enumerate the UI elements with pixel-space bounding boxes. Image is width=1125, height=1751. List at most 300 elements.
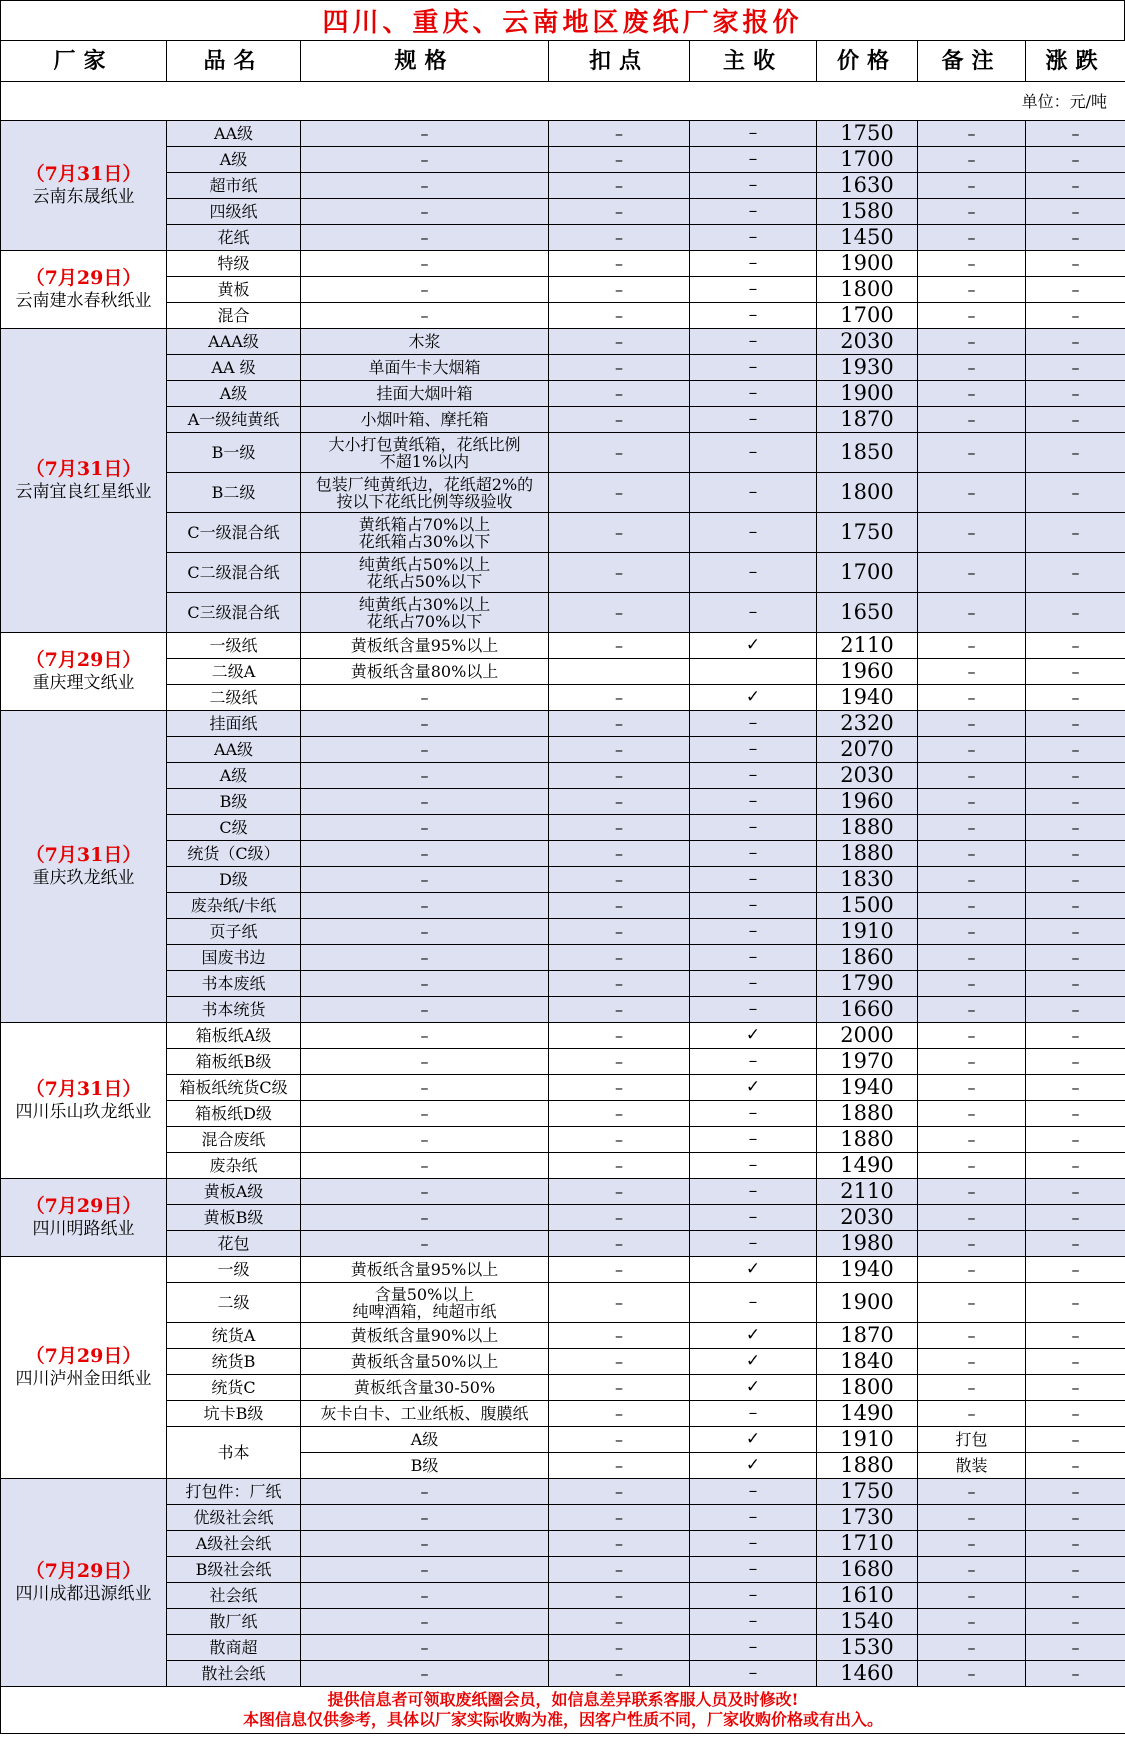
table-row — [1, 1375, 1125, 1401]
factory-name: 四川成都迅源纸业 — [15, 1583, 152, 1604]
price-cell: 1840 — [817, 1349, 918, 1375]
table-row — [1, 789, 1125, 815]
header-product: 品名 — [167, 41, 301, 82]
change-cell: – — [1026, 1023, 1125, 1049]
deduct-cell: – — [549, 1557, 690, 1583]
spec-cell: – — [301, 815, 549, 841]
main-collect-cell: – — [690, 1635, 817, 1661]
spec-cell: – — [301, 303, 549, 329]
deduct-cell — [549, 659, 690, 685]
deduct-cell: – — [549, 303, 690, 329]
table-row — [1, 867, 1125, 893]
factory-cell — [1, 1179, 167, 1257]
note-cell: – — [918, 815, 1026, 841]
price-cell: 1800 — [817, 1375, 918, 1401]
spec-cell: 单面牛卡大烟箱 — [301, 355, 549, 381]
spec-cell: – — [301, 841, 549, 867]
table-row — [1, 1609, 1125, 1635]
factory-cell — [1, 633, 167, 711]
note-cell: – — [918, 173, 1026, 199]
main-collect-cell: ✓ — [690, 685, 817, 711]
spec-cell: – — [301, 251, 549, 277]
change-cell: – — [1026, 1075, 1125, 1101]
price-cell: 1880 — [817, 1453, 918, 1479]
main-collect-cell: ✓ — [690, 1427, 817, 1453]
product-cell: 社会纸 — [167, 1583, 301, 1609]
note-cell: – — [918, 763, 1026, 789]
main-collect-cell: – — [690, 1231, 817, 1257]
note-cell: – — [918, 1583, 1026, 1609]
change-cell: – — [1026, 789, 1125, 815]
product-cell: 散厂纸 — [167, 1609, 301, 1635]
price-cell: 1490 — [817, 1153, 918, 1179]
main-collect-cell: – — [690, 1505, 817, 1531]
price-cell: 2110 — [817, 1179, 918, 1205]
product-cell: 花包 — [167, 1231, 301, 1257]
spec-cell: – — [301, 1205, 549, 1231]
table-row — [1, 997, 1125, 1023]
price-cell: 1940 — [817, 685, 918, 711]
spec-cell: B级 — [301, 1453, 549, 1479]
table-row — [1, 945, 1125, 971]
main-collect-cell: – — [690, 737, 817, 763]
deduct-cell: – — [549, 893, 690, 919]
spec-cell: – — [301, 1635, 549, 1661]
note-cell: – — [918, 1205, 1026, 1231]
product-cell: AA级 — [167, 737, 301, 763]
note-cell: – — [918, 329, 1026, 355]
spec-cell: – — [301, 199, 549, 225]
change-cell: – — [1026, 763, 1125, 789]
product-cell: B二级 — [167, 473, 301, 513]
table-row — [1, 1257, 1125, 1283]
factory-name: 云南东晟纸业 — [32, 186, 135, 207]
main-collect-cell — [690, 659, 817, 685]
note-cell: – — [918, 1049, 1026, 1075]
price-cell: 1790 — [817, 971, 918, 997]
spec-cell: – — [301, 1479, 549, 1505]
price-cell: 1860 — [817, 945, 918, 971]
main-collect-cell: – — [690, 303, 817, 329]
table-row — [1, 1323, 1125, 1349]
spec-cell: 包装厂纯黄纸边，花纸超2%的 按以下花纸比例等级验收 — [301, 473, 549, 513]
table-row — [1, 593, 1125, 633]
price-cell: 1750 — [817, 121, 918, 147]
factory-cell — [1, 1023, 167, 1179]
product-cell: A级社会纸 — [167, 1531, 301, 1557]
price-cell: 1910 — [817, 1427, 918, 1453]
deduct-cell: – — [549, 1257, 690, 1283]
deduct-cell: – — [549, 711, 690, 737]
price-cell: 1500 — [817, 893, 918, 919]
price-cell: 1880 — [817, 841, 918, 867]
spec-cell: – — [301, 1557, 549, 1583]
change-cell: – — [1026, 867, 1125, 893]
price-cell: 1530 — [817, 1635, 918, 1661]
footer-note — [1, 1687, 1125, 1734]
spec-cell: – — [301, 789, 549, 815]
product-cell: B级 — [167, 789, 301, 815]
note-cell: – — [918, 381, 1026, 407]
price-cell: 1490 — [817, 1401, 918, 1427]
table-row — [1, 277, 1125, 303]
product-cell: 超市纸 — [167, 173, 301, 199]
table-row — [1, 841, 1125, 867]
price-cell: 1710 — [817, 1531, 918, 1557]
table-row — [1, 737, 1125, 763]
price-cell: 1850 — [817, 433, 918, 473]
deduct-cell: – — [549, 1661, 690, 1687]
main-collect-cell: – — [690, 1557, 817, 1583]
product-cell: 二级A — [167, 659, 301, 685]
change-cell: – — [1026, 199, 1125, 225]
product-cell: 混合 — [167, 303, 301, 329]
deduct-cell: – — [549, 1427, 690, 1453]
table-row — [1, 329, 1125, 355]
spec-cell: 木浆 — [301, 329, 549, 355]
deduct-cell: – — [549, 513, 690, 553]
factory-date: （7月29日） — [25, 1194, 142, 1217]
product-cell: 挂面纸 — [167, 711, 301, 737]
change-cell: – — [1026, 1661, 1125, 1687]
note-cell: – — [918, 867, 1026, 893]
spec-cell: 黄板纸含量95%以上 — [301, 1257, 549, 1283]
price-cell: 1970 — [817, 1049, 918, 1075]
deduct-cell: – — [549, 1375, 690, 1401]
change-cell: – — [1026, 1635, 1125, 1661]
main-collect-cell: – — [690, 433, 817, 473]
change-cell: – — [1026, 433, 1125, 473]
factory-name: 重庆玖龙纸业 — [32, 867, 135, 888]
deduct-cell: – — [549, 1453, 690, 1479]
spec-cell: – — [301, 1075, 549, 1101]
change-cell: – — [1026, 685, 1125, 711]
price-cell: 1930 — [817, 355, 918, 381]
note-cell: – — [918, 1609, 1026, 1635]
note-cell: – — [918, 473, 1026, 513]
deduct-cell: – — [549, 173, 690, 199]
product-cell: 散商超 — [167, 1635, 301, 1661]
note-cell: – — [918, 1635, 1026, 1661]
factory-date: （7月29日） — [25, 648, 142, 671]
change-cell: – — [1026, 633, 1125, 659]
main-collect-cell: – — [690, 1179, 817, 1205]
change-cell: – — [1026, 815, 1125, 841]
main-collect-cell: – — [690, 1479, 817, 1505]
factory-date: （7月29日） — [25, 1344, 142, 1367]
price-cell: 1540 — [817, 1609, 918, 1635]
change-cell: – — [1026, 1049, 1125, 1075]
deduct-cell: – — [549, 593, 690, 633]
price-cell: 1750 — [817, 1479, 918, 1505]
note-cell: – — [918, 251, 1026, 277]
main-collect-cell: – — [690, 1583, 817, 1609]
spec-cell: 含量50%以上 纯啤酒箱，纯超市纸 — [301, 1283, 549, 1323]
change-cell: – — [1026, 1401, 1125, 1427]
unit-label: 单位：元/吨 — [1, 82, 1125, 121]
note-cell: – — [918, 199, 1026, 225]
spec-cell: – — [301, 1023, 549, 1049]
price-cell: 1900 — [817, 1283, 918, 1323]
footer-line-2: 本图信息仅供参考，具体以厂家实际收购为准，因客户性质不同，厂家收购价格或有出入。 — [242, 1710, 883, 1729]
factory-name: 四川明路纸业 — [32, 1218, 135, 1239]
deduct-cell: – — [549, 433, 690, 473]
table-row — [1, 513, 1125, 553]
table-row — [1, 433, 1125, 473]
product-cell: 统货C — [167, 1375, 301, 1401]
deduct-cell: – — [549, 815, 690, 841]
note-cell: – — [918, 1479, 1026, 1505]
change-cell: – — [1026, 1609, 1125, 1635]
factory-date: （7月29日） — [25, 1559, 142, 1582]
note-cell: – — [918, 1257, 1026, 1283]
change-cell: – — [1026, 711, 1125, 737]
spec-cell: – — [301, 1101, 549, 1127]
table-row — [1, 1101, 1125, 1127]
table-row — [1, 225, 1125, 251]
header-main: 主收 — [690, 41, 817, 82]
deduct-cell: – — [549, 841, 690, 867]
note-cell: – — [918, 1661, 1026, 1687]
table-row — [1, 685, 1125, 711]
header-deduct: 扣点 — [549, 41, 690, 82]
deduct-cell: – — [549, 867, 690, 893]
change-cell: – — [1026, 737, 1125, 763]
note-cell: – — [918, 633, 1026, 659]
note-cell: – — [918, 553, 1026, 593]
change-cell: – — [1026, 1427, 1125, 1453]
main-collect-cell: – — [690, 711, 817, 737]
main-collect-cell: – — [690, 763, 817, 789]
note-cell: – — [918, 1323, 1026, 1349]
table-row — [1, 1479, 1125, 1505]
note-cell: – — [918, 1283, 1026, 1323]
product-cell: 页子纸 — [167, 919, 301, 945]
spec-cell: 挂面大烟叶箱 — [301, 381, 549, 407]
main-collect-cell: ✓ — [690, 1257, 817, 1283]
product-cell: A级 — [167, 147, 301, 173]
deduct-cell: – — [549, 473, 690, 513]
price-cell: 2110 — [817, 633, 918, 659]
price-cell: 2030 — [817, 763, 918, 789]
table-row — [1, 763, 1125, 789]
deduct-cell: – — [549, 737, 690, 763]
main-collect-cell: – — [690, 381, 817, 407]
change-cell: – — [1026, 893, 1125, 919]
spec-cell: – — [301, 173, 549, 199]
product-cell: 箱板纸D级 — [167, 1101, 301, 1127]
deduct-cell: – — [549, 1479, 690, 1505]
factory-cell — [1, 329, 167, 633]
main-collect-cell: ✓ — [690, 1349, 817, 1375]
note-cell: – — [918, 1127, 1026, 1153]
title-bar — [0, 0, 1125, 40]
header-change: 涨跌 — [1026, 41, 1125, 82]
spec-cell: 黄板纸含量90%以上 — [301, 1323, 549, 1349]
table-row — [1, 1049, 1125, 1075]
price-cell: 1700 — [817, 553, 918, 593]
deduct-cell: – — [549, 789, 690, 815]
main-collect-cell: – — [690, 867, 817, 893]
spec-cell: – — [301, 1531, 549, 1557]
spec-cell: – — [301, 685, 549, 711]
note-cell: – — [918, 121, 1026, 147]
header-factory: 厂家 — [1, 41, 167, 82]
spec-cell: – — [301, 1583, 549, 1609]
main-collect-cell: – — [690, 1661, 817, 1687]
main-collect-cell: – — [690, 473, 817, 513]
deduct-cell: – — [549, 1075, 690, 1101]
header-spec: 规格 — [301, 41, 549, 82]
product-cell: 箱板纸B级 — [167, 1049, 301, 1075]
deduct-cell: – — [549, 945, 690, 971]
deduct-cell: – — [549, 225, 690, 251]
table-row — [1, 1075, 1125, 1101]
product-cell: 散社会纸 — [167, 1661, 301, 1687]
change-cell: – — [1026, 1205, 1125, 1231]
deduct-cell: – — [549, 685, 690, 711]
price-cell: 1940 — [817, 1075, 918, 1101]
note-cell: – — [918, 147, 1026, 173]
price-cell: 1870 — [817, 1323, 918, 1349]
deduct-cell: – — [549, 997, 690, 1023]
main-collect-cell: – — [690, 407, 817, 433]
table-row — [1, 1231, 1125, 1257]
note-cell: – — [918, 225, 1026, 251]
product-cell: 优级社会纸 — [167, 1505, 301, 1531]
note-cell: – — [918, 1401, 1026, 1427]
main-collect-cell: – — [690, 1401, 817, 1427]
deduct-cell: – — [549, 1401, 690, 1427]
spec-cell: – — [301, 919, 549, 945]
main-collect-cell: ✓ — [690, 633, 817, 659]
spec-cell: – — [301, 121, 549, 147]
table-row — [1, 251, 1125, 277]
table-row — [1, 919, 1125, 945]
table-row — [1, 1635, 1125, 1661]
change-cell: – — [1026, 407, 1125, 433]
product-cell: 废杂纸/卡纸 — [167, 893, 301, 919]
price-cell: 1830 — [817, 867, 918, 893]
change-cell: – — [1026, 1127, 1125, 1153]
price-cell: 1900 — [817, 381, 918, 407]
deduct-cell: – — [549, 1049, 690, 1075]
table-row — [1, 1531, 1125, 1557]
main-collect-cell: – — [690, 841, 817, 867]
price-cell: 1880 — [817, 815, 918, 841]
table-row — [1, 1505, 1125, 1531]
table-row — [1, 893, 1125, 919]
product-cell: D级 — [167, 867, 301, 893]
spec-cell: A级 — [301, 1427, 549, 1453]
product-cell: AA级 — [167, 121, 301, 147]
note-cell: – — [918, 1349, 1026, 1375]
table-row — [1, 1349, 1125, 1375]
spec-cell: – — [301, 763, 549, 789]
table-row — [1, 1427, 1125, 1453]
spec-cell: 黄板纸含量30-50% — [301, 1375, 549, 1401]
change-cell: – — [1026, 841, 1125, 867]
product-cell: 统货（C级） — [167, 841, 301, 867]
main-collect-cell: – — [690, 593, 817, 633]
price-cell: 2030 — [817, 329, 918, 355]
note-cell: – — [918, 659, 1026, 685]
spec-cell: – — [301, 997, 549, 1023]
note-cell: – — [918, 685, 1026, 711]
factory-name: 四川乐山玖龙纸业 — [15, 1101, 152, 1122]
note-cell: – — [918, 1505, 1026, 1531]
main-collect-cell: – — [690, 1127, 817, 1153]
product-cell: 箱板纸A级 — [167, 1023, 301, 1049]
note-cell: – — [918, 919, 1026, 945]
factory-cell — [1, 1257, 167, 1479]
table-row — [1, 815, 1125, 841]
table-row — [1, 473, 1125, 513]
change-cell: – — [1026, 251, 1125, 277]
spec-cell: – — [301, 1505, 549, 1531]
note-cell: – — [918, 1101, 1026, 1127]
spec-cell: 黄纸箱占70%以上 花纸箱占30%以下 — [301, 513, 549, 553]
product-cell: 黄板B级 — [167, 1205, 301, 1231]
deduct-cell: – — [549, 1101, 690, 1127]
change-cell: – — [1026, 303, 1125, 329]
factory-date: （7月31日） — [25, 457, 142, 480]
product-cell: A级 — [167, 763, 301, 789]
product-cell: 黄板 — [167, 277, 301, 303]
deduct-cell: – — [549, 1231, 690, 1257]
product-cell: 四级纸 — [167, 199, 301, 225]
spec-cell: 小烟叶箱、摩托箱 — [301, 407, 549, 433]
price-cell: 2070 — [817, 737, 918, 763]
note-cell: – — [918, 433, 1026, 473]
table-row — [1, 1557, 1125, 1583]
spec-cell: 黄板纸含量95%以上 — [301, 633, 549, 659]
main-collect-cell: – — [690, 1205, 817, 1231]
spec-cell: 灰卡白卡、工业纸板、腹膜纸 — [301, 1401, 549, 1427]
spec-cell: – — [301, 737, 549, 763]
spec-cell: – — [301, 867, 549, 893]
price-cell: 1730 — [817, 1505, 918, 1531]
price-cell: 1750 — [817, 513, 918, 553]
factory-date: （7月31日） — [25, 1077, 142, 1100]
note-cell: – — [918, 711, 1026, 737]
table-row — [1, 121, 1125, 147]
change-cell: – — [1026, 381, 1125, 407]
product-cell: 统货A — [167, 1323, 301, 1349]
main-collect-cell: – — [690, 945, 817, 971]
change-cell: – — [1026, 513, 1125, 553]
change-cell: – — [1026, 997, 1125, 1023]
change-cell: – — [1026, 355, 1125, 381]
note-cell: – — [918, 1531, 1026, 1557]
note-cell: – — [918, 1179, 1026, 1205]
table-row — [1, 199, 1125, 225]
product-cell: 坑卡B级 — [167, 1401, 301, 1427]
spec-cell: – — [301, 1661, 549, 1687]
main-collect-cell: – — [690, 199, 817, 225]
note-cell: – — [918, 1075, 1026, 1101]
table-body — [1, 121, 1125, 1687]
deduct-cell: – — [549, 971, 690, 997]
change-cell: – — [1026, 945, 1125, 971]
note-cell: – — [918, 789, 1026, 815]
factory-name: 云南建水春秋纸业 — [15, 290, 152, 311]
table-row — [1, 147, 1125, 173]
main-collect-cell: – — [690, 355, 817, 381]
change-cell: – — [1026, 1231, 1125, 1257]
main-collect-cell: – — [690, 121, 817, 147]
header-price: 价格 — [817, 41, 918, 82]
